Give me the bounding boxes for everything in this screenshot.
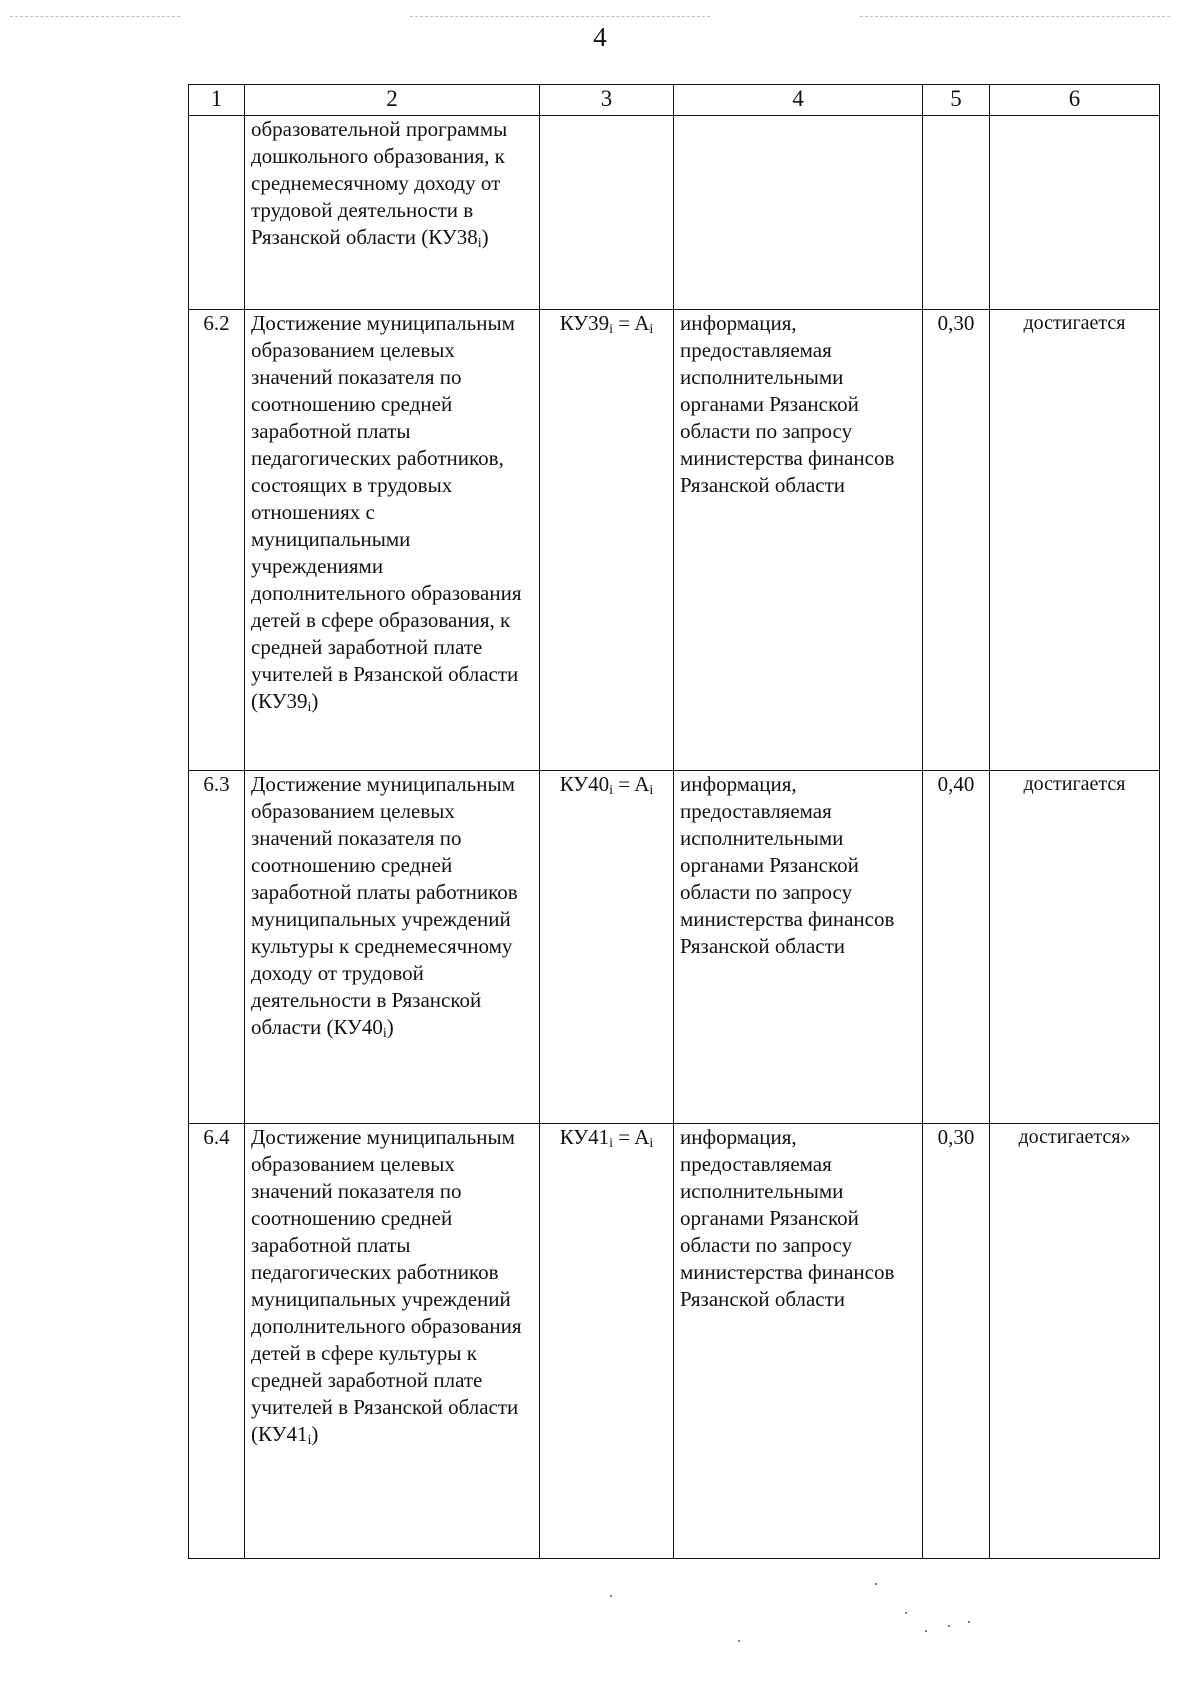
subscript: i <box>609 1136 614 1151</box>
formula-cell <box>540 1124 674 1559</box>
weight-cell: 0,30 <box>923 310 990 771</box>
table-row-continuation <box>189 116 1160 310</box>
formula-cell <box>540 771 674 1124</box>
scan-speck <box>738 1640 740 1642</box>
table-row <box>189 1124 1160 1559</box>
description-cell <box>245 771 540 1124</box>
formula-equals: = A <box>613 311 650 335</box>
formula-cell <box>540 310 674 771</box>
status-cell <box>990 116 1160 310</box>
scan-artifact-line <box>860 16 1170 17</box>
description-close: ) <box>311 689 319 713</box>
subscript: i <box>307 700 312 715</box>
formula-name: КУ39 <box>559 311 610 335</box>
description-close: ) <box>386 1015 394 1039</box>
status-cell: достигается» <box>990 1124 1160 1559</box>
row-number-cell: 6.3 <box>189 771 245 1124</box>
scan-speck <box>948 1625 950 1627</box>
formula-name: КУ40 <box>559 772 610 796</box>
description-close: ) <box>311 1422 319 1446</box>
row-number-cell <box>189 116 245 310</box>
formula-equals: = A <box>613 1125 650 1149</box>
subscript: i <box>477 236 482 251</box>
source-cell: информация, предоставляемая исполнительными органами Рязанской области по запросу министерства финансов Рязанской области <box>674 1124 923 1559</box>
description-text: Достижение муниципальным образованием целевых значений показателя по соотношению средней заработной платы работников муниципальных учреждений культуры к среднемесячному доходу от трудовой деятельности в Рязанской области (КУ40 <box>251 772 518 1039</box>
scan-speck <box>925 1630 927 1632</box>
scan-speck <box>875 1583 877 1585</box>
subscript: i <box>382 1026 387 1041</box>
scan-speck <box>610 1595 612 1597</box>
scan-artifact-line <box>10 16 180 17</box>
indicator-table <box>188 84 1160 1559</box>
header-cell: 4 <box>674 85 923 116</box>
row-number-cell: 6.2 <box>189 310 245 771</box>
description-text: образовательной программы дошкольного образования, к среднемесячному доходу от трудовой деятельности в Рязанской области (КУ38 <box>251 117 508 249</box>
weight-cell <box>923 116 990 310</box>
description-cell <box>245 116 540 310</box>
subscript: i <box>649 322 654 337</box>
table-row <box>189 310 1160 771</box>
scan-speck <box>905 1612 907 1614</box>
description-close: ) <box>481 225 489 249</box>
weight-cell: 0,30 <box>923 1124 990 1559</box>
page-number: 4 <box>593 22 607 52</box>
header-cell: 3 <box>540 85 674 116</box>
weight-cell: 0,40 <box>923 771 990 1124</box>
header-cell: 2 <box>245 85 540 116</box>
status-cell: достигается <box>990 310 1160 771</box>
header-cell: 6 <box>990 85 1160 116</box>
description-text: Достижение муниципальным образованием целевых значений показателя по соотношению средней заработной платы педагогических работников, состоящих в трудовых отношениях с муниципальными учреждениями дополнительного образования детей в сфере образования, к средней заработной плате учителей в Рязанской области (КУ39 <box>251 311 522 713</box>
source-cell <box>674 116 923 310</box>
subscript: i <box>609 783 614 798</box>
subscript: i <box>609 322 614 337</box>
subscript: i <box>307 1433 312 1448</box>
subscript: i <box>649 1136 654 1151</box>
formula-cell <box>540 116 674 310</box>
source-cell: информация, предоставляемая исполнительными органами Рязанской области по запросу министерства финансов Рязанской области <box>674 310 923 771</box>
table-row <box>189 771 1160 1124</box>
description-cell <box>245 1124 540 1559</box>
table-header-row <box>189 85 1160 116</box>
description-text: Достижение муниципальным образованием целевых значений показателя по соотношению средней заработной платы педагогических работников муниципальных учреждений дополнительного образования детей в сфере культуры к средней заработной плате учителей в Рязанской области (КУ41 <box>251 1125 522 1446</box>
status-cell: достигается <box>990 771 1160 1124</box>
scan-speck <box>968 1621 970 1623</box>
source-cell: информация, предоставляемая исполнительными органами Рязанской области по запросу министерства финансов Рязанской области <box>674 771 923 1124</box>
header-cell: 5 <box>923 85 990 116</box>
row-number-cell: 6.4 <box>189 1124 245 1559</box>
description-cell <box>245 310 540 771</box>
header-cell: 1 <box>189 85 245 116</box>
formula-equals: = A <box>613 772 650 796</box>
formula-name: КУ41 <box>559 1125 610 1149</box>
subscript: i <box>649 783 654 798</box>
scan-artifact-line <box>410 16 710 17</box>
